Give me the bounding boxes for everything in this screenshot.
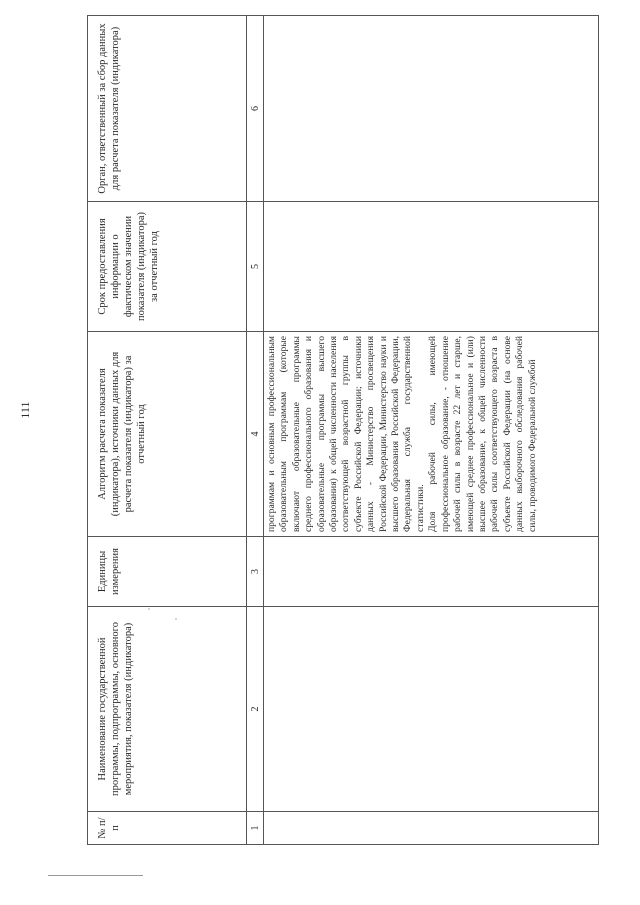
column-number: 4 <box>247 332 264 537</box>
column-number: 2 <box>247 607 264 812</box>
header-algorithm: Алгоритм расчета показателя (индикатора), источники данных для расчета показателя (индикатора) за отчетный год <box>88 332 247 537</box>
header-name: Наименование государственной программы, подпрограммы, основного мероприятия, показателя (индикатора) <box>88 607 247 812</box>
cell-responsible <box>264 16 599 202</box>
cell-unit <box>264 537 599 607</box>
algorithm-paragraph: Доля рабочей силы, имеющей профессиональное образование, - отношение рабочей силы в возрасте 22 лет и старше, имеющей среднее профессиональное и (или) высшее образование, к общей численности рабочей силы соответствующего возраста в субъекте Российской Федерации (на основе данных выборочного обследования рабочей силы, проводимого Федеральной службой <box>427 336 538 532</box>
cell-number <box>264 812 599 845</box>
header-deadline: Срок предоставления информации о фактическом значении показателя (индикатора) за отчетный год <box>88 202 247 332</box>
page-number: 111 <box>18 401 32 419</box>
indicator-table <box>87 15 599 845</box>
table-row <box>264 16 599 845</box>
column-number: 1 <box>247 812 264 845</box>
column-number: 5 <box>247 202 264 332</box>
scan-speck <box>175 618 177 620</box>
footer-rule <box>48 875 143 876</box>
header-unit: Единицы измерения <box>88 537 247 607</box>
header-number: № п/п <box>88 812 247 845</box>
cell-algorithm <box>264 332 599 537</box>
algorithm-paragraph: программам и основным профессиональным образовательным программам (которые включают образовательные программы среднего профессионального образования и образовательные программы высшего образования) к общей численности населения соответствующей возрастной группы в субъекте Российской Федерации; источники данных - Министерство просвещения Российской Федерации, Министерство науки и высшего образования Российской Федерации, Федеральная служба государственной статистики. <box>266 336 426 532</box>
indicator-table-container <box>87 16 621 845</box>
column-number: 6 <box>247 16 264 202</box>
header-responsible: Орган, ответственный за сбор данных для расчета показателя (индикатора) <box>88 16 247 202</box>
cell-name <box>264 607 599 812</box>
scan-speck <box>148 608 150 610</box>
column-number: 3 <box>247 537 264 607</box>
column-number-row <box>247 16 264 845</box>
table-header-row <box>88 16 247 845</box>
cell-deadline <box>264 202 599 332</box>
